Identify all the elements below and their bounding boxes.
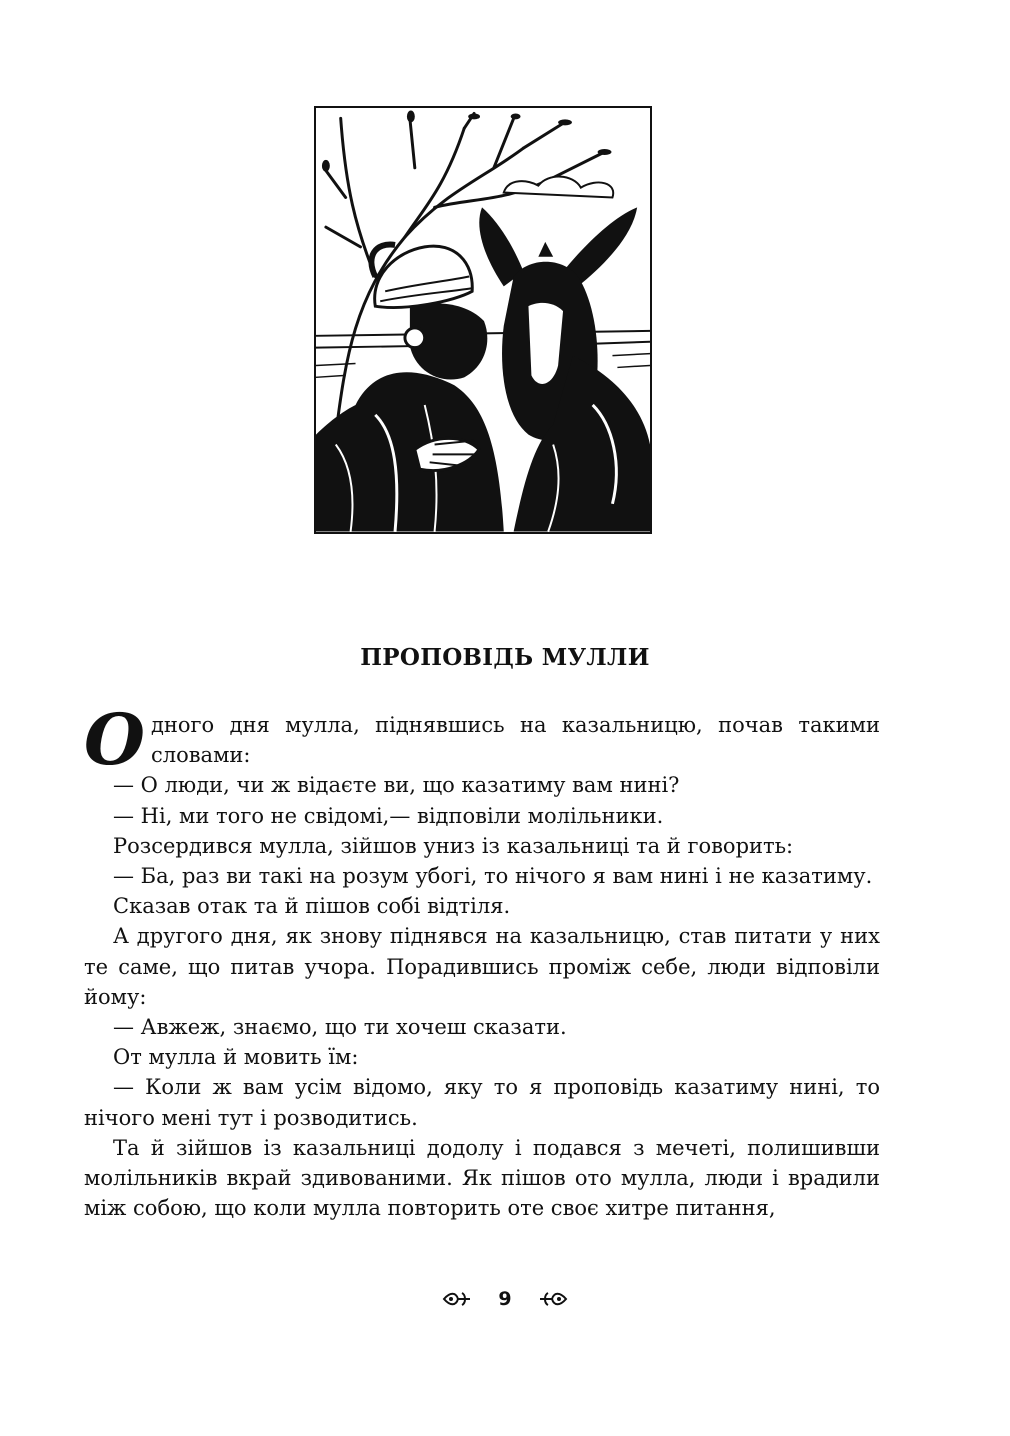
illustration-frame — [314, 106, 652, 534]
paragraph: От мулла й мовить їм: — [113, 1045, 359, 1070]
page-footer — [0, 1284, 1010, 1314]
drop-cap: О — [84, 698, 145, 781]
story-title: ПРОПОВІДЬ МУЛЛИ — [360, 644, 650, 671]
story-body — [84, 698, 880, 1223]
paragraph: — Ба, раз ви такі на розум убогі, то нічого я вам нині і не казатиму. — [113, 864, 873, 889]
right-ornament-icon — [538, 1288, 568, 1310]
paragraph: Розсердився мулла, зійшов униз із казальниці та й говорить: — [113, 833, 794, 858]
page-number: 9 — [498, 1288, 512, 1310]
paragraph: — О люди, чи ж відаєте ви, що казатиму вам нині? — [113, 773, 680, 798]
paragraph: Та й зійшов із казальниці додолу і подався з мечеті, полишивши молільників вкрай здивованими. Як пішов ото мулла, люди і врадили між собою, що коли мулла повторить оте своє хитре питання, — [84, 1135, 880, 1221]
paragraph: — Коли ж вам усім відомо, яку то я проповідь казатиму нині, то нічого мені тут і розводитись. — [84, 1075, 880, 1130]
paragraph: — Авжеж, знаємо, що ти хочеш сказати. — [113, 1015, 567, 1040]
paragraph: А другого дня, як знову піднявся на казальницю, став питати у них те саме, що питав учора. Порадившись проміж себе, люди відповіли йому: — [84, 924, 880, 1009]
paragraph: — Ні, ми того не свідомі,— відповіли молільники. — [113, 803, 664, 828]
mulla-donkey-illustration — [316, 108, 650, 532]
paragraph: Сказав отак та й пішов собі відтіля. — [113, 894, 511, 919]
left-ornament-icon — [442, 1288, 472, 1310]
paragraph: Одного дня мулла, піднявшись на казальницю, почав такими словами: — [84, 698, 880, 781]
